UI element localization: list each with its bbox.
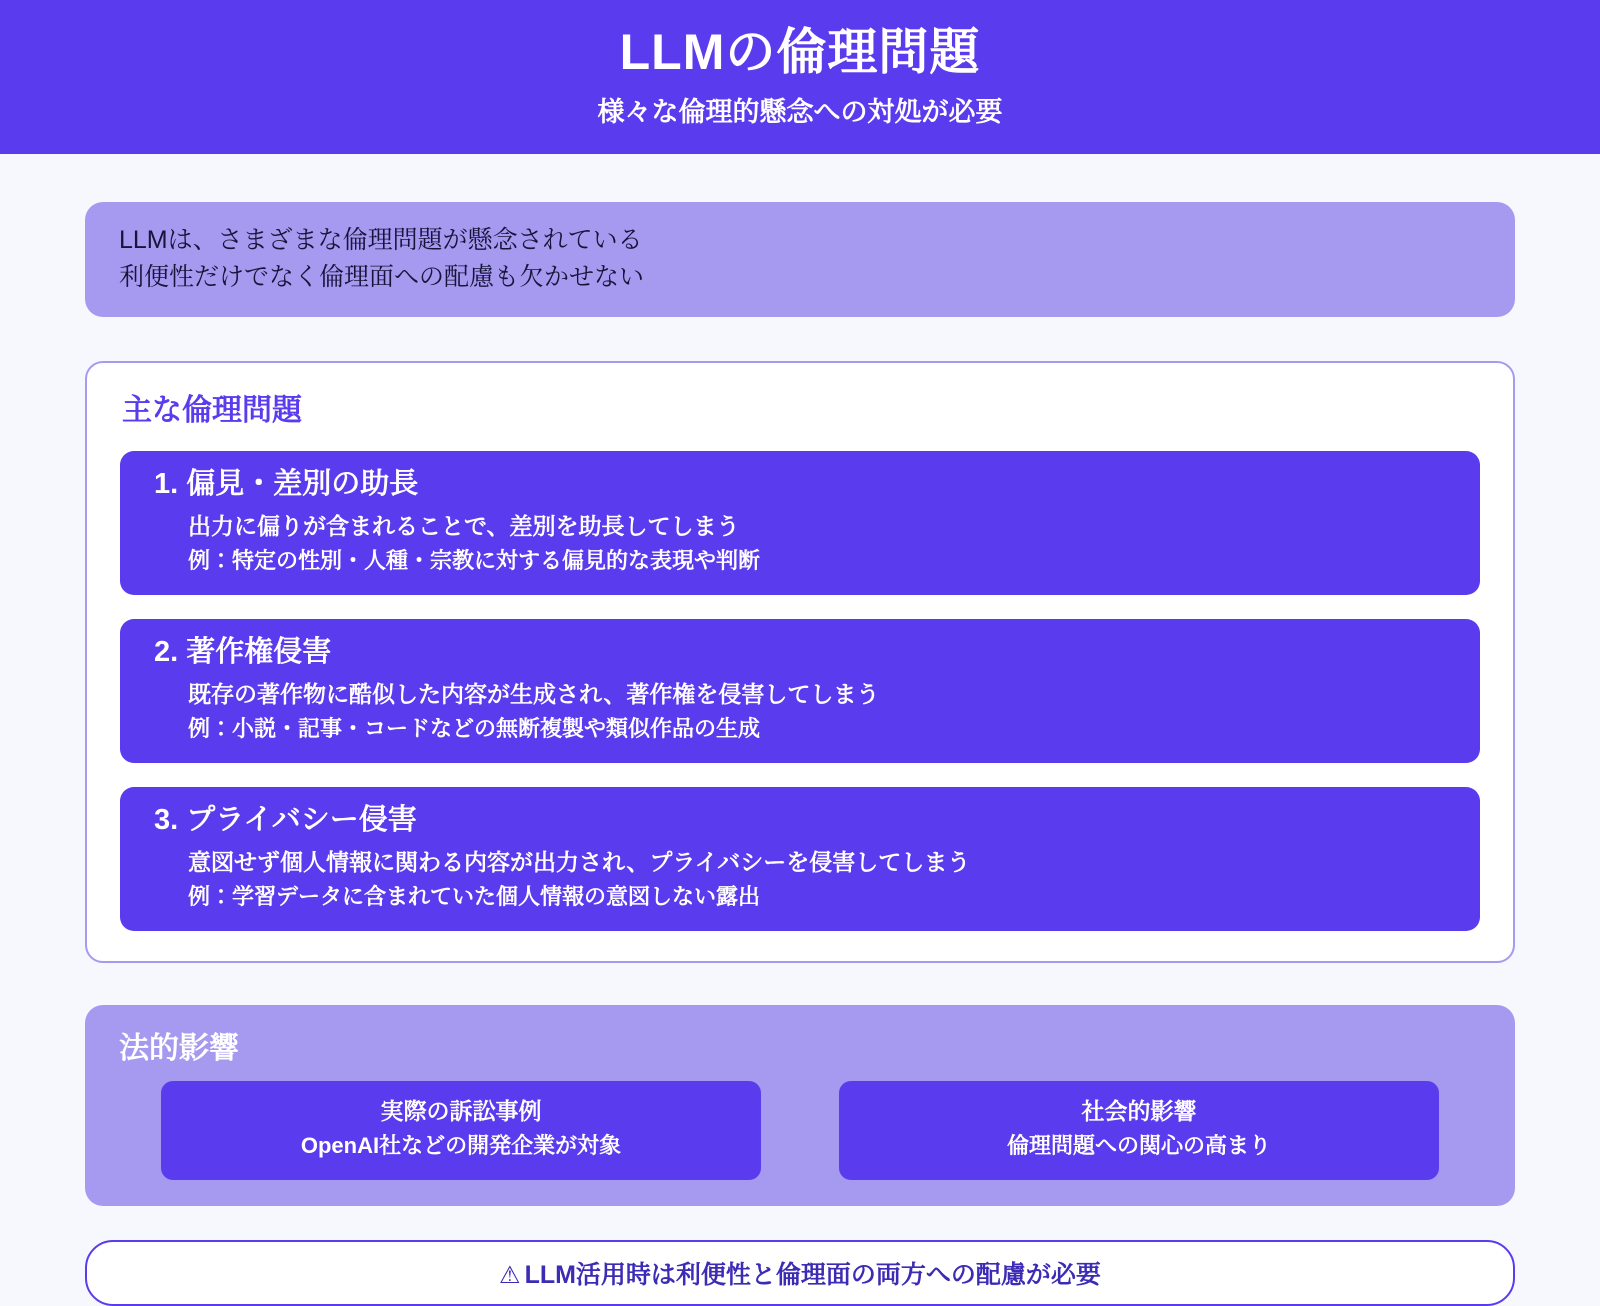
legal-impact-item (161, 1081, 761, 1180)
lead-line-1: LLMは、さまざまな倫理問題が懸念されている (119, 226, 643, 255)
legal-item-subtitle: OpenAI社などの開発企業が対象 (300, 1133, 622, 1159)
warning-icon: ⚠ (499, 1262, 521, 1290)
slide-body (0, 154, 1600, 1306)
legal-impact-title: 法的影響 (119, 1032, 239, 1066)
lead-line-2: 利便性だけでなく倫理面への配慮も欠かせない (119, 262, 645, 291)
issue-description: 出力に偏りが含まれることで、差別を助長してしまう (188, 513, 740, 540)
footer-note (85, 1240, 1515, 1306)
issue-title: 1. 偏見・差別の助長 (154, 467, 419, 500)
issue-title: 3. プライバシー侵害 (154, 804, 417, 837)
main-issues-card (85, 361, 1515, 963)
issue-title: 2. 著作権侵害 (154, 636, 332, 669)
legal-item-subtitle: 倫理問題への関心の高まり (1006, 1133, 1271, 1159)
issue-item (120, 451, 1480, 595)
page-subtitle: 様々な倫理的懸念への対処が必要 (597, 97, 1003, 127)
slide-header (0, 0, 1600, 154)
issue-example: 例：小説・記事・コードなどの無断複製や類似作品の生成 (188, 716, 761, 742)
page-title: LLMの倫理問題 (619, 24, 981, 80)
legal-impact-section (85, 1005, 1515, 1206)
issue-item (120, 787, 1480, 931)
issue-example: 例：学習データに含まれていた個人情報の意図しない露出 (188, 884, 761, 910)
issue-description: 既存の著作物に酷似した内容が生成され、著作権を侵害してしまう (188, 681, 880, 708)
legal-item-title: 社会的影響 (1081, 1098, 1197, 1125)
legal-impact-item (839, 1081, 1439, 1180)
issue-description: 意図せず個人情報に関わる内容が出力され、プライバシーを侵害してしまう (188, 849, 971, 876)
footer-note-text: LLM活用時は利便性と倫理面の両方への配慮が必要 (524, 1261, 1101, 1290)
main-issues-title: 主な倫理問題 (122, 393, 302, 427)
issue-item (120, 619, 1480, 763)
legal-impact-items (115, 1081, 1485, 1180)
legal-item-title: 実際の訴訟事例 (380, 1098, 542, 1125)
lead-callout (85, 202, 1515, 317)
issue-example: 例：特定の性別・人種・宗教に対する偏見的な表現や判断 (188, 548, 761, 574)
